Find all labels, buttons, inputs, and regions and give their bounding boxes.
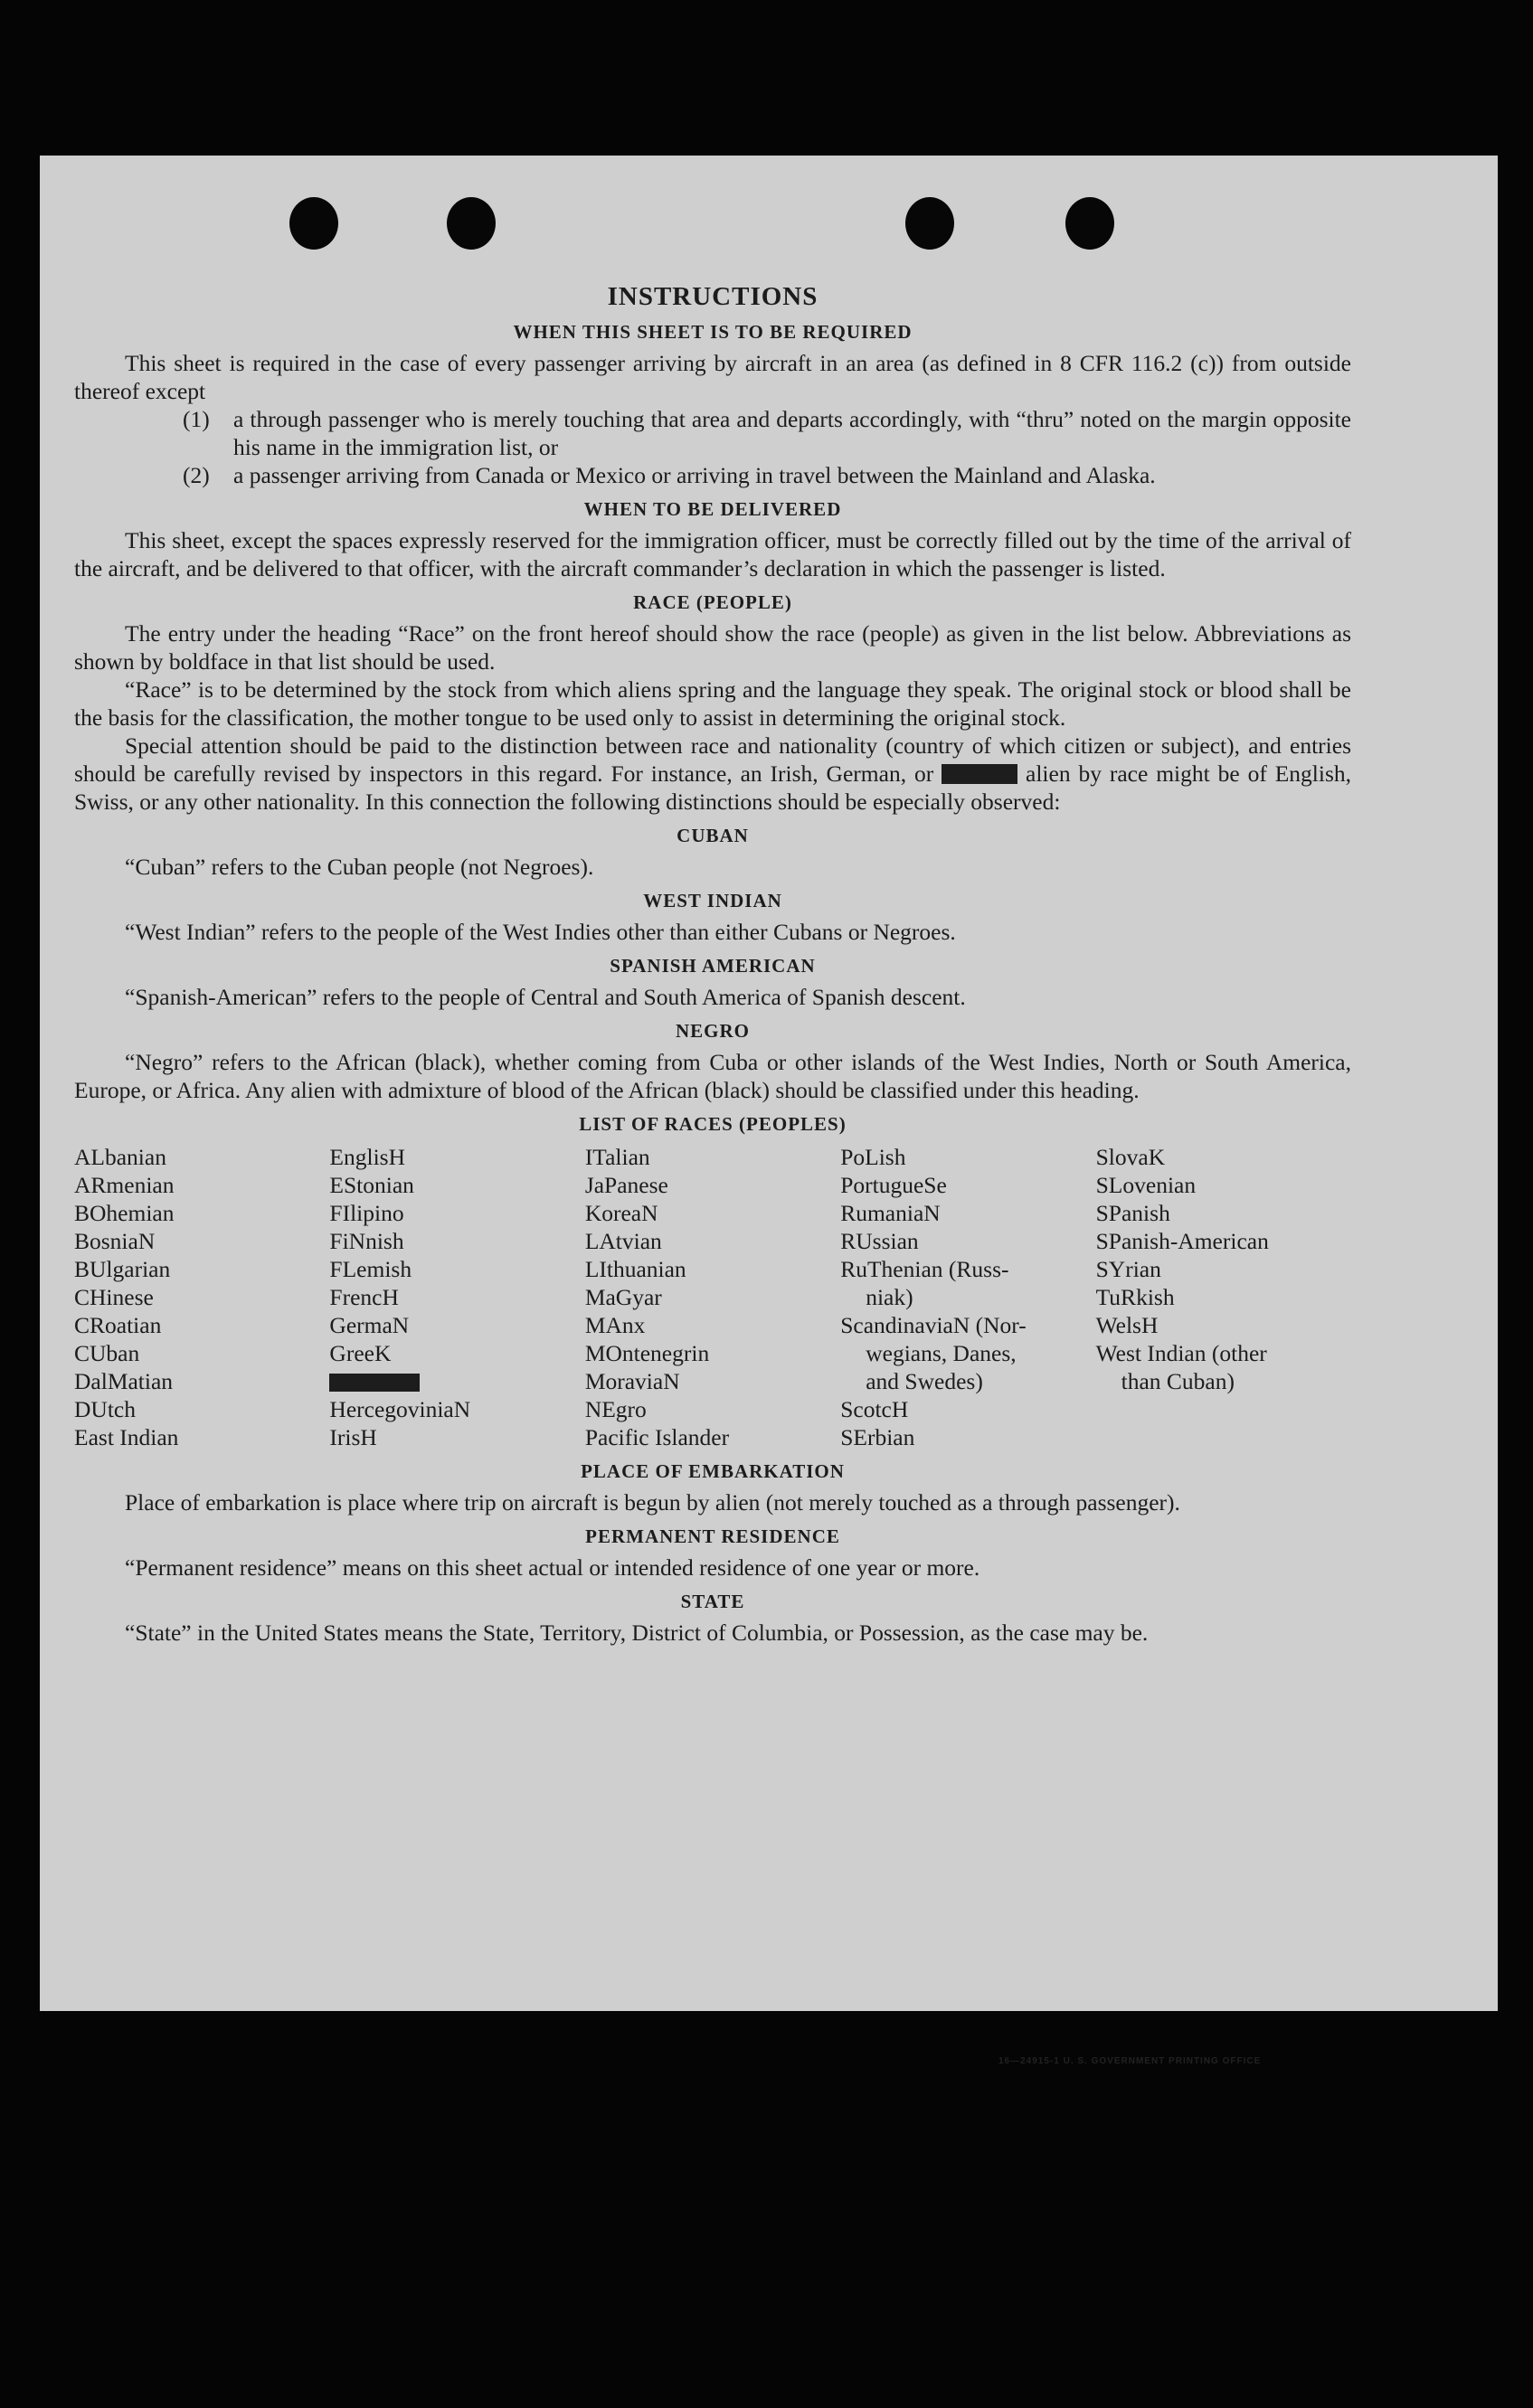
races-table — [74, 1143, 1351, 1451]
race-entry: RuThenian (Russ- — [840, 1256, 1009, 1282]
race-entry-redacted — [329, 1367, 584, 1395]
race-entry: niak) — [866, 1284, 913, 1310]
race-entry: NEgro — [584, 1396, 647, 1422]
punch-hole — [905, 197, 954, 250]
race-entry: SPanish-American — [1095, 1228, 1269, 1254]
document-sheet — [40, 156, 1498, 2066]
race-entry: TuRkish — [1095, 1284, 1175, 1310]
race-entry: SYrian — [1095, 1256, 1161, 1282]
punch-hole — [289, 197, 338, 250]
race-entry: MOntenegrin — [584, 1340, 710, 1366]
redaction-mark — [942, 764, 1017, 784]
heading-residence: PERMANENT RESIDENCE — [585, 1525, 840, 1547]
punch-hole — [1065, 197, 1114, 250]
race-entry: RumaniaN — [840, 1200, 941, 1226]
heading-cuban: CUBAN — [677, 825, 749, 846]
exception-item: (1) a through passenger who is merely touching that area and departs accordingly, with “thru” noted on the margin opposite his name in the immigration list, or — [183, 406, 1351, 460]
race-entry: than Cuban) — [1121, 1368, 1235, 1394]
heading-list-of-races: LIST OF RACES (PEOPLES) — [579, 1113, 847, 1135]
race-entry: KoreaN — [584, 1200, 658, 1226]
spanish-american-text: “Spanish-American” refers to the people of Central and South America of Spanish descent. — [125, 984, 966, 1010]
heading-spanish-american: SPANISH AMERICAN — [610, 955, 816, 977]
races-column-2 — [329, 1143, 584, 1451]
race-entry: BUlgarian — [74, 1256, 171, 1282]
heading-state: STATE — [680, 1591, 745, 1612]
heading-delivered: WHEN TO BE DELIVERED — [583, 498, 842, 520]
race-entry: GermaN — [329, 1312, 410, 1338]
race-entry: EStonian — [329, 1172, 414, 1198]
printer-imprint: 16—24915-1 U. S. GOVERNMENT PRINTING OFFICE — [998, 2056, 1262, 2066]
race-entry: CRoatian — [74, 1312, 162, 1338]
heading-race: RACE (PEOPLE) — [633, 591, 792, 613]
race-entry: BosniaN — [74, 1228, 156, 1254]
race-entry: EnglisH — [329, 1144, 405, 1170]
race-entry: FrencH — [329, 1284, 399, 1310]
race-entry: LAtvian — [584, 1228, 662, 1254]
heading-west-indian: WEST INDIAN — [643, 890, 782, 911]
race-entry: DUtch — [74, 1396, 136, 1422]
races-column-5 — [1096, 1143, 1351, 1451]
race-entry: ALbanian — [74, 1144, 166, 1170]
negro-text: “Negro” refers to the African (black), whether coming from Cuba or other islands of the West Indies, North or South America, Europe, or Africa. Any alien with admixture of blood of the African (black) should be classified under this heading. — [74, 1049, 1351, 1103]
race-entry: wegians, Danes, — [866, 1340, 1017, 1366]
race-entry: GreeK — [329, 1340, 392, 1366]
race-entry: ScotcH — [840, 1396, 909, 1422]
heading-negro: NEGRO — [675, 1020, 750, 1042]
page-title: INSTRUCTIONS — [607, 282, 819, 311]
race-entry: ScandinaviaN (Nor- — [840, 1312, 1027, 1338]
race-entry: West Indian (other — [1095, 1340, 1267, 1366]
race-entry: SPanish — [1095, 1200, 1170, 1226]
race-entry: BOhemian — [74, 1200, 175, 1226]
delivered-text: This sheet, except the spaces expressly reserved for the immigration officer, must be correctly filled out by the time of the arrival of the aircraft, and be delivered to that officer, with the aircraft commander’s declaration in which the passenger is listed. — [74, 527, 1351, 581]
race-entry: MoraviaN — [584, 1368, 680, 1394]
heading-required: WHEN THIS SHEET IS TO BE REQUIRED — [513, 321, 913, 343]
race-entry: MaGyar — [584, 1284, 662, 1310]
instructions-body — [74, 282, 1351, 1647]
race-entry: PoLish — [840, 1144, 906, 1170]
race-paragraph-3: Special attention should be paid to the distinction between race and nationality (country of which citizen or subject), and entries should be carefully revised by inspectors in this regard. For instance, an Irish, German, or alien by race might be of English, Swiss, or any other nationality. In this connection the following distinctions should be especially observed: — [74, 732, 1351, 815]
race-entry: RUssian — [840, 1228, 919, 1254]
race-entry: Pacific Islander — [584, 1424, 730, 1450]
race-entry: East Indian — [74, 1424, 179, 1450]
race-entry: FiNnish — [329, 1228, 404, 1254]
races-column-1 — [74, 1143, 329, 1451]
race-entry: CHinese — [74, 1284, 154, 1310]
west-indian-text: “West Indian” refers to the people of the West Indies other than either Cubans or Negroes. — [125, 919, 956, 945]
races-column-3 — [585, 1143, 840, 1451]
race-entry: SErbian — [840, 1424, 915, 1450]
race-paragraph-2: “Race” is to be determined by the stock from which aliens spring and the language they speak. The original stock or blood shall be the basis for the classification, the mother tongue to be used only to assist in determining the original stock. — [74, 676, 1351, 731]
embarkation-text: Place of embarkation is place where trip on aircraft is begun by alien (not merely touched as a through passenger). — [125, 1489, 1180, 1516]
race-entry: and Swedes) — [866, 1368, 983, 1394]
race-entry: SLovenian — [1095, 1172, 1197, 1198]
state-text: “State” in the United States means the State, Territory, District of Columbia, or Possession, as the case may be. — [125, 1619, 1149, 1646]
race-entry: ARmenian — [74, 1172, 175, 1198]
race-entry: ITalian — [584, 1144, 650, 1170]
race-entry: FLemish — [329, 1256, 412, 1282]
race-entry: HercegoviniaN — [329, 1396, 471, 1422]
heading-embarkation: PLACE OF EMBARKATION — [581, 1460, 845, 1482]
races-column-4 — [840, 1143, 1095, 1451]
race-entry: FIlipino — [329, 1200, 404, 1226]
race-entry: PortugueSe — [840, 1172, 947, 1198]
required-intro: This sheet is required in the case of every passenger arriving by aircraft in an area (as defined in 8 CFR 116.2 (c)) from outside thereof except — [74, 350, 1351, 404]
race-paragraph-1: The entry under the heading “Race” on the front hereof should show the race (people) as given in the list below. Abbreviations as shown by boldface in that list should be used. — [74, 620, 1351, 675]
race-entry: DalMatian — [74, 1368, 174, 1394]
race-entry: SlovaK — [1095, 1144, 1166, 1170]
race-entry: LIthuanian — [584, 1256, 686, 1282]
redaction-mark — [329, 1374, 420, 1392]
race-entry: CUban — [74, 1340, 140, 1366]
punch-hole — [447, 197, 496, 250]
exception-item: (2) a passenger arriving from Canada or Mexico or arriving in travel between the Mainland and Alaska. — [183, 462, 1156, 488]
cuban-text: “Cuban” refers to the Cuban people (not Negroes). — [125, 854, 594, 880]
race-entry: IrisH — [329, 1424, 377, 1450]
race-entry: MAnx — [584, 1312, 646, 1338]
race-entry: WelsH — [1095, 1312, 1159, 1338]
race-entry: JaPanese — [584, 1172, 668, 1198]
residence-text: “Permanent residence” means on this sheet actual or intended residence of one year or more. — [125, 1554, 980, 1581]
